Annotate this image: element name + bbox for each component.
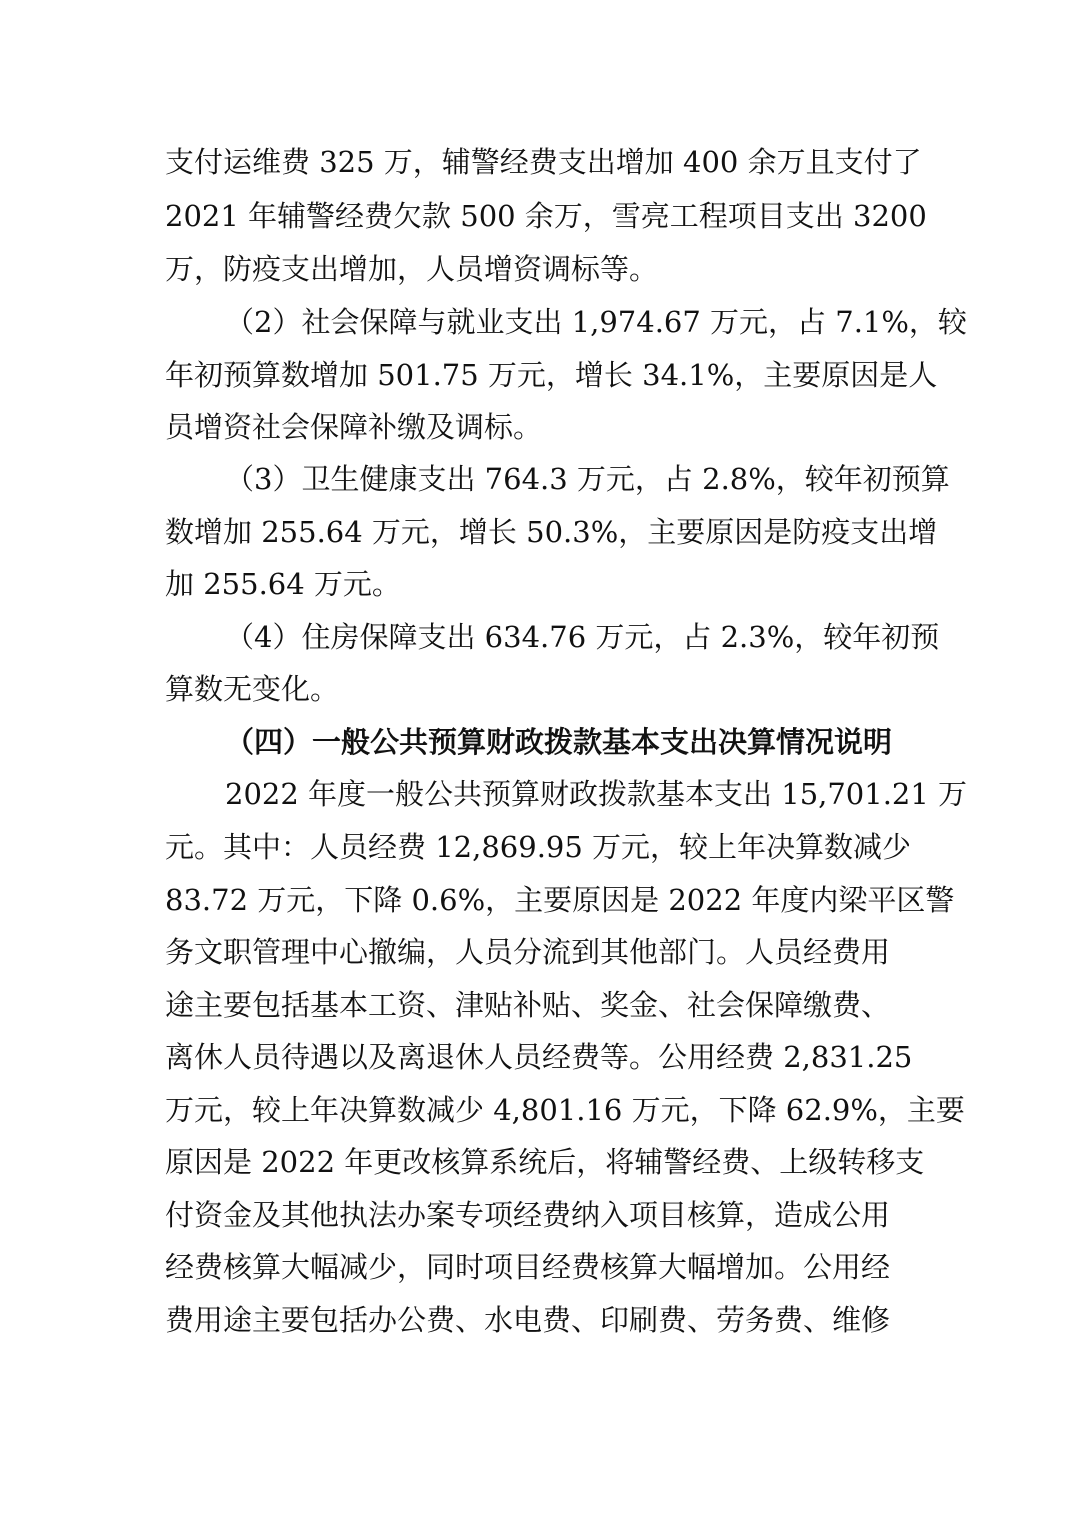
text-line-5: 年初预算数增加 501.75 万元，增长 34.1%，主要原因是人 <box>165 358 938 392</box>
text-line-23: 费用途主要包括办公费、水电费、印刷费、劳务费、维修 <box>165 1303 891 1337</box>
text-line-22: 经费核算大幅减少，同时项目经费核算大幅增加。公用经 <box>165 1250 891 1284</box>
text-line-8: 数增加 255.64 万元，增长 50.3%，主要原因是防疫支出增 <box>165 515 938 549</box>
text-line-14: 元。其中：人员经费 12,869.95 万元，较上年决算数减少 <box>165 830 912 864</box>
text-line-6: 员增资社会保障补缴及调标。 <box>165 410 543 444</box>
text-line-2: 2021 年辅警经费欠款 500 余万，雪亮工程项目支出 3200 <box>165 199 927 233</box>
text-line-7: （3）卫生健康支出 764.3 万元，占 2.8%，较年初预算 <box>225 462 950 496</box>
text-line-1: 支付运维费 325 万，辅警经费支出增加 400 余万且支付了 <box>165 145 922 179</box>
text-line-4: （2）社会保障与就业支出 1,974.67 万元，占 7.1%，较 <box>225 305 967 339</box>
text-line-17: 途主要包括基本工资、津贴补贴、奖金、社会保障缴费、 <box>165 988 891 1022</box>
text-line-10: （4）住房保障支出 634.76 万元，占 2.3%，较年初预 <box>225 620 940 654</box>
text-line-16: 务文职管理中心撤编，人员分流到其他部门。人员经费用 <box>165 935 891 969</box>
text-line-21: 付资金及其他执法办案专项经费纳入项目核算，造成公用 <box>165 1198 891 1232</box>
text-line-13: 2022 年度一般公共预算财政拨款基本支出 15,701.21 万 <box>225 777 968 811</box>
text-line-9: 加 255.64 万元。 <box>165 567 401 601</box>
text-line-3: 万，防疫支出增加，人员增资调标等。 <box>165 252 659 286</box>
text-line-19: 万元，较上年决算数减少 4,801.16 万元，下降 62.9%，主要 <box>165 1093 965 1127</box>
text-line-20: 原因是 2022 年更改核算系统后，将辅警经费、上级转移支 <box>165 1145 925 1179</box>
text-line-18: 离休人员待遇以及离退休人员经费等。公用经费 2,831.25 <box>165 1040 913 1074</box>
text-line-15: 83.72 万元，下降 0.6%，主要原因是 2022 年度内梁平区警 <box>165 883 955 917</box>
section-heading: （四）一般公共预算财政拨款基本支出决算情况说明 <box>225 725 893 759</box>
text-line-11: 算数无变化。 <box>165 672 340 706</box>
